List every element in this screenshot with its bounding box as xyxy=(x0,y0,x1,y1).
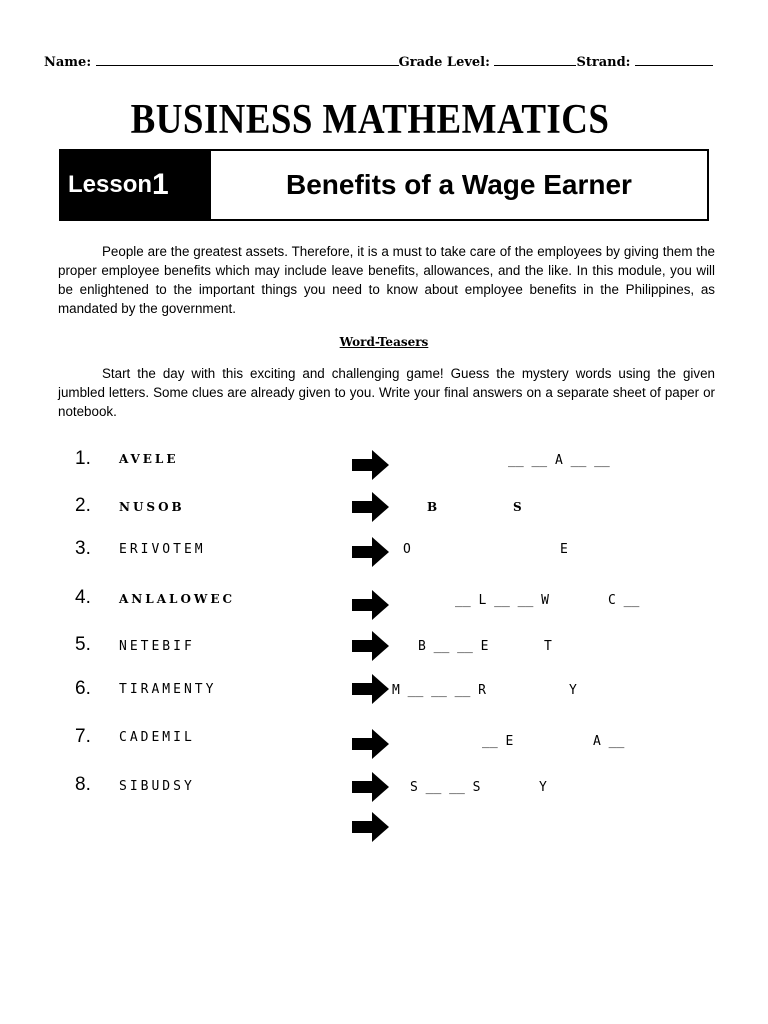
clue-hint: A __ xyxy=(593,734,625,749)
student-info-line xyxy=(44,53,724,70)
item-number: 7. xyxy=(75,726,91,747)
item-number: 2. xyxy=(75,495,91,516)
word-teaser-item xyxy=(0,726,768,756)
word-teaser-item xyxy=(0,678,768,708)
clue-hint: Y xyxy=(569,683,577,698)
grade-level-field[interactable] xyxy=(494,53,576,66)
arrow-right-icon xyxy=(352,772,390,802)
arrow-right-icon xyxy=(352,537,390,567)
strand-label: Strand: xyxy=(576,55,631,70)
clue-hint: E xyxy=(560,542,568,557)
lesson-number: 1 xyxy=(152,168,169,201)
item-number: 1. xyxy=(75,448,91,469)
instructions-paragraph: Start the day with this exciting and challenging game! Guess the mystery words using the given jumbled letters. Some clues are already given to you. Write your final answers on a separate sheet of paper or notebook. xyxy=(58,366,715,419)
arrow-right-icon xyxy=(352,450,390,480)
clue-hint: S __ __ S xyxy=(410,780,481,795)
lesson-word: Lesson xyxy=(68,171,153,198)
name-label: Name: xyxy=(44,55,92,70)
word-teaser-item xyxy=(0,538,768,568)
jumbled-word: ANLALOWEC xyxy=(119,592,236,606)
jumbled-word: NETEBIF xyxy=(119,639,195,654)
clue-hint: Y xyxy=(539,780,547,795)
clue-hint: __ L __ __ W xyxy=(455,593,549,608)
item-number: 5. xyxy=(75,634,91,655)
jumbled-word: ERIVOTEM xyxy=(119,542,206,557)
section-title: Word-Teasers xyxy=(339,335,429,349)
jumbled-word: NUSOB xyxy=(119,500,185,514)
clue-hint: M __ __ __ R xyxy=(392,683,486,698)
clue-hint: O xyxy=(403,542,411,557)
word-teaser-item xyxy=(0,448,768,478)
arrow-right-icon xyxy=(352,590,390,620)
jumbled-word: AVELE xyxy=(119,452,179,466)
arrow-right-icon xyxy=(352,631,390,661)
word-teaser-item xyxy=(0,495,768,525)
word-teaser-item xyxy=(0,587,768,617)
clue-hint: B __ __ E xyxy=(418,639,489,654)
lesson-topic: Benefits of a Wage Earner xyxy=(286,169,632,200)
clue-hint: __ __ A __ __ xyxy=(508,453,610,468)
intro-paragraph: People are the greatest assets. Therefore, it is a must to take care of the employees by giving them the proper employee benefits which may include leave benefits, allowances, and the like. In this module, you will be enlightened to the important things you need to know about employee benefits in the Philippines, as mandated by the government. xyxy=(58,244,715,316)
clue-hint: S xyxy=(513,500,522,514)
clue-hint: __ E xyxy=(482,734,514,749)
clue-hint: T xyxy=(544,639,552,654)
name-field[interactable] xyxy=(96,53,399,66)
word-teaser-item xyxy=(0,774,768,804)
arrow-right-icon xyxy=(352,492,390,522)
clue-hint: C __ xyxy=(608,593,640,608)
item-number: 6. xyxy=(75,678,91,699)
arrow-right-icon xyxy=(352,674,390,704)
item-number: 8. xyxy=(75,774,91,795)
grade-level-label: Grade Level: xyxy=(398,55,490,70)
lesson-banner xyxy=(59,149,709,221)
item-number: 3. xyxy=(75,538,91,559)
lesson-label xyxy=(61,151,211,219)
jumbled-word: TIRAMENTY xyxy=(119,682,217,697)
jumbled-word: SIBUDSY xyxy=(119,779,195,794)
jumbled-word: CADEMIL xyxy=(119,730,195,745)
page-title: BUSINESS MATHEMATICS xyxy=(130,97,610,143)
arrow-right-icon xyxy=(352,729,390,759)
strand-field[interactable] xyxy=(635,53,713,66)
clue-hint: B xyxy=(427,500,438,514)
item-number: 4. xyxy=(75,587,91,608)
arrow-right-icon xyxy=(352,812,390,842)
word-teaser-item xyxy=(0,634,768,664)
